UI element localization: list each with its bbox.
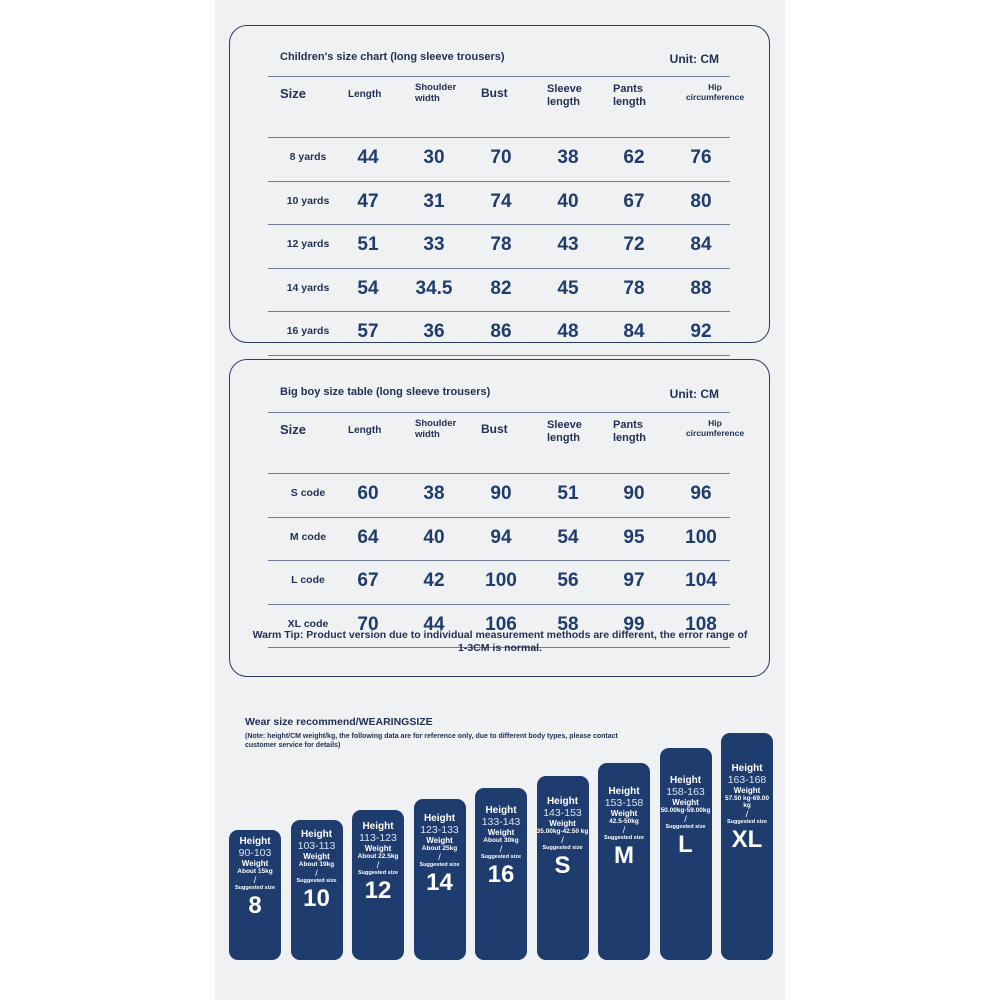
header-bust: Bust [481, 422, 508, 436]
big-boy-size-table [268, 412, 745, 648]
table-row [268, 473, 730, 517]
height-range: 103-113 [297, 839, 336, 852]
table-cell: 86 [490, 321, 512, 342]
suggested-size-value: 8 [248, 892, 262, 919]
weight-label: Weight [426, 835, 453, 845]
divider-slash: / [561, 834, 564, 845]
table-cell: 42 [423, 570, 445, 591]
table-bottom-rule [268, 355, 730, 356]
table-cell: 84 [690, 234, 712, 255]
row-size-label: 14 yards [286, 281, 330, 294]
suggested-size-value: 14 [426, 868, 453, 896]
row-size-label: L code [291, 574, 325, 586]
children-chart-title: Children's size chart (long sleeve trousers) [280, 51, 505, 63]
table-cell: 78 [490, 234, 512, 255]
divider-slash: / [622, 824, 626, 835]
size-recommend-bar [414, 799, 466, 960]
weight-label: Weight [672, 797, 699, 807]
weight-label: Weight [549, 818, 576, 828]
row-size-label: S code [290, 487, 326, 499]
row-size-label: M code [289, 530, 327, 543]
height-range: 163-168 [727, 774, 767, 787]
suggested-size-label: Suggested size [357, 870, 399, 876]
header-length: Length [348, 425, 382, 436]
table-cell: 74 [490, 190, 512, 212]
table-cell: 56 [557, 570, 579, 591]
table-cell: 48 [557, 321, 579, 342]
size-recommend-bar [598, 763, 650, 960]
divider-slash: / [438, 851, 441, 862]
table-cell: 34.5 [415, 277, 453, 299]
weight-value: About 25kg [421, 844, 458, 852]
big-boy-chart-title: Big boy size table (long sleeve trousers) [280, 386, 491, 398]
header-length: Length [348, 89, 382, 100]
recommend-note: (Note: height/CM weight/kg, the following data are for reference only, due to different body types, please contact customer service for details) [245, 733, 618, 749]
table-cell: 64 [357, 526, 379, 548]
header-pants: Pants length [613, 419, 646, 444]
table-row [268, 268, 730, 312]
table-cell: 47 [357, 190, 379, 212]
weight-value: About 15kg [237, 868, 273, 875]
weight-value: About 22.5kg [357, 853, 399, 860]
suggested-size-label: Suggested size [603, 834, 645, 841]
table-header [268, 412, 745, 473]
header-shoulder: Shoulder width [415, 82, 457, 104]
table-cell: 100 [485, 570, 517, 591]
children-size-table [268, 76, 745, 356]
table-cell: 90 [490, 483, 512, 504]
size-recommend-bar [537, 776, 589, 960]
suggested-size-label: Suggested size [480, 853, 522, 860]
table-cell: 84 [623, 321, 645, 342]
table-cell: 96 [690, 483, 712, 504]
size-chart-page [215, 0, 785, 1000]
table-cell: 70 [490, 147, 512, 168]
weight-label: Weight [610, 808, 638, 818]
table-cell: 70 [357, 613, 379, 635]
table-cell: 67 [357, 570, 379, 591]
table-cell: 51 [357, 234, 379, 255]
suggested-size-value: 16 [487, 860, 515, 888]
suggested-size-value: XL [731, 826, 763, 854]
height-range: 158-163 [666, 785, 705, 798]
suggested-size-label: Suggested size [542, 844, 583, 851]
suggested-size-label: Suggested size [419, 861, 460, 868]
table-cell: 100 [685, 526, 717, 548]
big-boy-chart-unit: Unit: CM [669, 387, 719, 401]
table-cell: 62 [623, 147, 645, 168]
height-label: Height [608, 785, 640, 797]
height-range: 133-143 [481, 815, 521, 828]
divider-slash: / [315, 867, 318, 878]
table-cell: 67 [623, 190, 645, 212]
divider-slash: / [253, 875, 257, 885]
table-cell: 58 [557, 613, 579, 635]
header-pants: Pants length [613, 83, 646, 108]
table-row [268, 517, 730, 561]
suggested-size-label: Suggested size [296, 877, 337, 884]
table-cell: 80 [690, 190, 712, 212]
height-label: Height [485, 804, 517, 816]
height-label: Height [362, 821, 394, 832]
table-cell: 45 [557, 277, 579, 299]
table-cell: 88 [690, 277, 712, 299]
row-size-label: 8 yards [289, 151, 327, 163]
header-hip: Hip circumference [685, 82, 745, 102]
header-size: Size [280, 86, 307, 101]
table-row [268, 311, 730, 355]
weight-value: 35.00kg-42.50 kg [536, 827, 589, 835]
table-cell: 38 [557, 147, 579, 168]
height-label: Height [731, 763, 763, 775]
header-size: Size [280, 422, 307, 437]
table-cell: 31 [423, 190, 445, 212]
weight-value: 42.5-50kg [609, 817, 639, 825]
table-cell: 33 [423, 234, 445, 255]
table-cell: 97 [623, 570, 645, 591]
table-cell: 76 [690, 147, 712, 168]
table-row [268, 560, 730, 604]
suggested-size-value: M [614, 841, 634, 869]
big-boy-size-chart-card [229, 359, 770, 677]
table-cell: 36 [423, 321, 445, 342]
weight-value: 57.50 kg-69.00 kg [724, 795, 770, 810]
weight-label: Weight [364, 844, 392, 853]
height-range: 143-153 [543, 806, 582, 819]
suggested-size-value: S [554, 851, 571, 879]
row-size-label: 16 yards [286, 325, 330, 337]
row-size-label: XL code [287, 617, 329, 630]
divider-slash: / [499, 843, 503, 854]
height-range: 153-158 [604, 796, 644, 809]
height-range: 113-123 [359, 832, 397, 844]
suggested-size-value: 10 [303, 884, 330, 912]
table-cell: 30 [423, 147, 445, 168]
size-recommend-bar [291, 820, 343, 960]
table-row [268, 224, 730, 268]
table-cell: 99 [623, 613, 645, 635]
weight-value: About 30kg [483, 836, 519, 844]
table-cell: 94 [490, 526, 512, 548]
header-sleeve: Sleeve length [547, 83, 582, 108]
height-label: Height [669, 774, 702, 786]
table-cell: 78 [623, 277, 645, 299]
table-cell: 43 [557, 234, 579, 255]
table-cell: 90 [623, 483, 645, 504]
warm-tip: Warm Tip: Product version due to individual measurement methods are different, the error range of 1-3CM is normal. [252, 629, 748, 654]
weight-label: Weight [487, 827, 515, 837]
divider-slash: / [745, 809, 749, 820]
size-recommend-bar [660, 748, 712, 960]
height-range: 123-133 [420, 823, 459, 836]
table-cell: 95 [623, 526, 645, 548]
height-label: Height [239, 836, 271, 847]
divider-slash: / [684, 813, 687, 824]
header-bust: Bust [481, 86, 508, 100]
table-cell: 92 [690, 321, 712, 342]
table-cell: 82 [490, 277, 512, 299]
divider-slash: / [376, 860, 380, 870]
table-cell: 40 [557, 190, 579, 212]
weight-label: Weight [303, 851, 330, 861]
row-size-label: 12 yards [286, 238, 330, 250]
height-label: Height [300, 828, 333, 840]
table-cell: 108 [685, 613, 717, 635]
size-recommend-bar [229, 830, 281, 960]
height-label: Height [546, 795, 579, 807]
header-hip: Hip circumference [685, 418, 745, 438]
table-cell: 72 [623, 234, 645, 255]
table-cell: 104 [685, 570, 717, 591]
suggested-size-value: 12 [364, 877, 392, 904]
table-cell: 106 [485, 613, 517, 635]
size-recommend-bar [721, 733, 773, 960]
table-header [268, 76, 745, 137]
table-cell: 44 [423, 613, 445, 635]
height-label: Height [423, 812, 456, 824]
size-recommend-bar [475, 788, 527, 960]
header-shoulder: Shoulder width [415, 418, 457, 440]
table-cell: 51 [557, 483, 579, 504]
weight-value: 50.00kg-59.00kg [660, 806, 711, 814]
table-cell: 54 [357, 277, 379, 299]
children-size-chart-card [229, 25, 770, 343]
table-cell: 57 [357, 321, 379, 342]
weight-label: Weight [733, 786, 761, 796]
suggested-size-label: Suggested size [665, 823, 706, 830]
table-row [268, 181, 730, 225]
row-size-label: 10 yards [286, 194, 330, 207]
weight-value: About 19kg [298, 860, 335, 868]
table-cell: 60 [357, 483, 379, 504]
size-recommend-bar [352, 810, 404, 960]
weight-label: Weight [241, 859, 269, 868]
table-cell: 44 [357, 147, 379, 168]
suggested-size-label: Suggested size [234, 885, 276, 891]
suggested-size-label: Suggested size [726, 819, 768, 826]
height-range: 90-103 [238, 847, 272, 859]
header-sleeve: Sleeve length [547, 419, 582, 444]
table-cell: 54 [557, 526, 579, 548]
table-cell: 38 [423, 483, 445, 504]
children-chart-unit: Unit: CM [669, 52, 719, 66]
suggested-size-value: L [678, 830, 693, 858]
recommend-title: Wear size recommend/WEARINGSIZE [245, 716, 433, 728]
table-row [268, 137, 730, 181]
table-cell: 40 [423, 526, 445, 548]
